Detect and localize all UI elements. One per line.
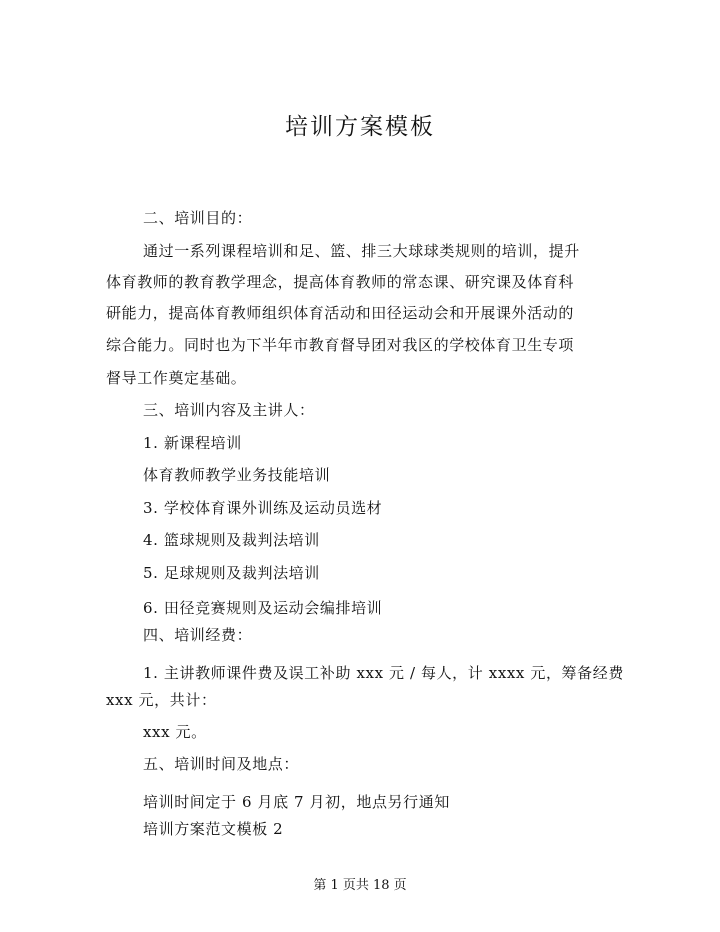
paragraph-line: 培训时间定于 6 月底 7 月初，地点另行通知 bbox=[143, 793, 450, 811]
paragraph-line: xxx 元，共计： bbox=[106, 691, 217, 709]
paragraph-line: 督导工作奠定基础。 bbox=[106, 369, 247, 387]
paragraph-line: 1. 主讲教师课件费及误工补助 xxx 元 / 每人，计 xxxx 元，筹备经费 bbox=[143, 664, 624, 682]
paragraph-line: 研能力，提高体育教师组织体育活动和田径运动会和开展课外活动的 bbox=[106, 304, 575, 322]
paragraph-line: 体育教师的教育教学理念，提高体育教师的常态课、研究课及体育科 bbox=[106, 273, 575, 291]
list-item: 4. 篮球规则及裁判法培训 bbox=[143, 531, 320, 549]
section-heading-funding: 四、培训经费： bbox=[143, 626, 253, 644]
section-heading-content: 三、培训内容及主讲人： bbox=[143, 401, 315, 419]
paragraph-line: xxx 元。 bbox=[143, 723, 207, 741]
list-item: 1. 新课程培训 bbox=[143, 434, 242, 452]
paragraph-line: 通过一系列课程培训和足、篮、排三大球球类规则的培训，提升 bbox=[143, 242, 580, 260]
section-heading-purpose: 二、培训目的： bbox=[143, 209, 253, 227]
list-item: 体育教师教学业务技能培训 bbox=[143, 466, 331, 484]
page-footer: 第 1 页共 18 页 bbox=[313, 878, 407, 893]
list-item: 6. 田径竞赛规则及运动会编排培训 bbox=[143, 599, 383, 617]
document-title: 培训方案模板 bbox=[285, 114, 435, 140]
paragraph-line: 综合能力。同时也为下半年市教育督导团对我区的学校体育卫生专项 bbox=[106, 336, 575, 354]
list-item: 5. 足球规则及裁判法培训 bbox=[143, 564, 320, 582]
section-heading-schedule: 五、培训时间及地点： bbox=[143, 755, 300, 773]
list-item: 3. 学校体育课外训练及运动员选材 bbox=[143, 499, 383, 517]
paragraph-line: 培训方案范文模板 2 bbox=[143, 820, 284, 838]
